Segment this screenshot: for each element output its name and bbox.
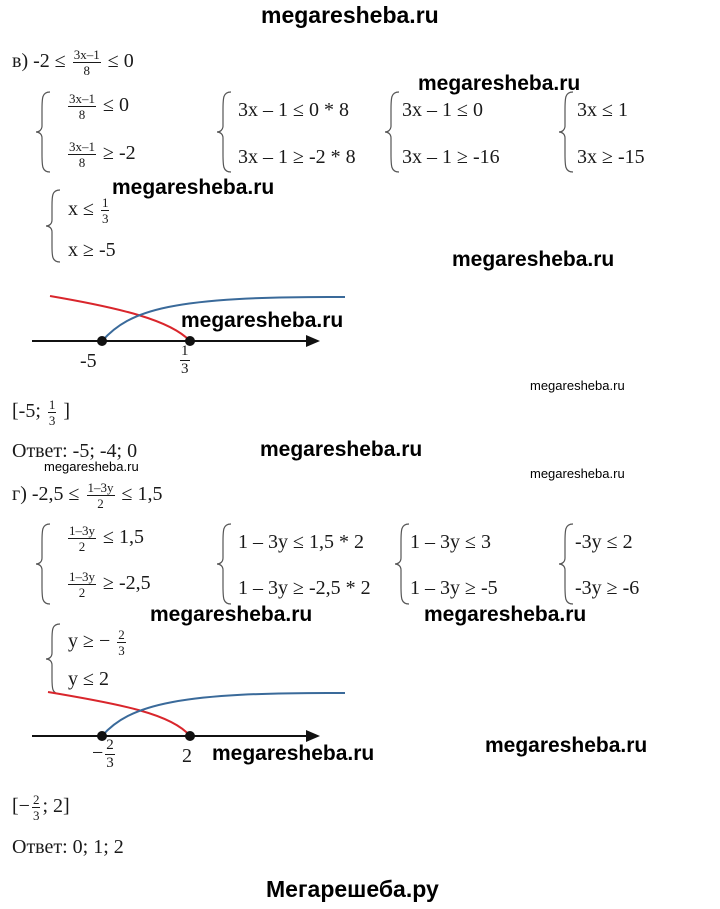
system-brace [34, 90, 54, 174]
system-g3-row1: 1 – 3y ≤ 3 [410, 531, 491, 553]
system-g1-row2 [66, 570, 151, 599]
system-v3-row1: 3x – 1 ≤ 0 [402, 99, 483, 121]
fraction [68, 140, 96, 169]
fraction-numerator: 2 [106, 737, 114, 753]
fraction [48, 398, 57, 427]
fraction [117, 628, 126, 657]
fraction-denominator: 3 [48, 413, 56, 428]
watermark: megaresheba.ru [150, 603, 313, 626]
interval-prefix: [-5; [12, 400, 41, 423]
fraction [180, 344, 190, 377]
fraction-denominator: 2 [97, 496, 104, 511]
fraction-numerator: 1–3y [69, 569, 95, 584]
system-brace [383, 90, 403, 174]
fraction [105, 738, 115, 771]
system-g4-row1: -3y ≤ 2 [575, 531, 633, 553]
fraction [32, 793, 41, 822]
fraction [68, 92, 96, 121]
interval-suffix: ] [63, 400, 71, 423]
fraction-numerator: 1 [48, 397, 56, 412]
watermark-small: megaresheba.ru [44, 459, 139, 474]
watermark: megaresheba.ru [260, 438, 423, 461]
system-g3-row2: 1 – 3y ≥ -5 [410, 577, 498, 599]
fraction-numerator: 3x–1 [69, 139, 95, 154]
problem-g-suffix: ≤ 1,5 [121, 483, 163, 506]
watermark: megaresheba.ru [452, 248, 615, 271]
interval-suffix: ; 2] [42, 795, 70, 818]
system-v3-row2: 3x – 1 ≥ -16 [402, 146, 500, 168]
system-g4-row2: -3y ≥ -6 [575, 577, 640, 599]
fraction-denominator: 8 [78, 107, 86, 122]
fraction-denominator: 3 [118, 643, 125, 658]
site-footer-watermark: Мегарешеба.ру [266, 876, 439, 902]
fraction-numerator: 3x–1 [69, 91, 95, 106]
watermark: megaresheba.ru [485, 734, 648, 757]
axis-label-left [92, 738, 117, 771]
relation: ≤ 1,5 [103, 526, 144, 549]
watermark-small: megaresheba.ru [530, 466, 625, 481]
fraction-denominator: 3 [32, 808, 40, 823]
fraction-denominator: 3 [101, 211, 109, 226]
watermark: megaresheba.ru [181, 309, 344, 332]
problem-v-suffix: ≤ 0 [107, 50, 134, 73]
site-header-watermark: megaresheba.ru [261, 2, 439, 28]
watermark: megaresheba.ru [418, 72, 581, 95]
fraction-denominator: 2 [78, 539, 86, 554]
axis-arrow [306, 730, 320, 742]
fraction-numerator: 1–3y [69, 523, 95, 538]
system-g1-row1 [66, 524, 144, 553]
system-brace [557, 90, 577, 174]
system-brace [44, 188, 64, 264]
relation: ≥ -2 [103, 142, 136, 165]
system-g2-row1: 1 – 3y ≤ 1,5 * 2 [238, 531, 364, 553]
fraction-denominator: 8 [83, 63, 90, 78]
relation: x ≤ [68, 198, 94, 221]
fraction-denominator: 3 [181, 361, 189, 377]
problem-g-prefix: г) -2,5 ≤ [12, 483, 80, 506]
relation: ≤ 0 [103, 94, 129, 117]
fraction [68, 570, 96, 599]
fraction-denominator: 2 [78, 585, 86, 600]
fraction-denominator: 3 [106, 755, 114, 771]
red-curve [50, 296, 190, 341]
fraction [68, 524, 96, 553]
fraction-numerator: 1–3y [87, 480, 114, 495]
system-g5-row2: y ≤ 2 [68, 668, 109, 690]
system-v1-row2 [66, 140, 136, 169]
interval-v [12, 398, 70, 427]
interval-prefix: [− [12, 795, 30, 818]
fraction-numerator: 1 [101, 195, 109, 210]
fraction-numerator: 1 [181, 343, 189, 359]
point-left [97, 336, 107, 346]
axis-label-left: -5 [80, 350, 97, 372]
point-right [185, 731, 195, 741]
relation: y ≥ − [68, 630, 111, 653]
system-brace [215, 90, 235, 174]
system-v4-row1: 3x ≤ 1 [577, 99, 628, 121]
system-v4-row2: 3x ≥ -15 [577, 146, 645, 168]
problem-v-prefix: в) -2 ≤ [12, 50, 66, 73]
minus-sign: − [92, 742, 104, 765]
system-v5-row2: x ≥ -5 [68, 239, 116, 261]
system-v2-row2: 3x – 1 ≥ -2 * 8 [238, 146, 356, 168]
answer-g: Ответ: 0; 1; 2 [12, 836, 124, 858]
problem-v-statement [12, 48, 134, 77]
relation: ≥ -2,5 [103, 572, 151, 595]
axis-arrow [306, 335, 320, 347]
fraction-denominator: 8 [78, 155, 86, 170]
axis-label-right: 2 [182, 745, 192, 767]
red-curve [48, 692, 190, 736]
system-v1-row1 [66, 92, 129, 121]
system-g5-row1 [68, 628, 128, 657]
fraction [101, 196, 110, 225]
axis-label-right [178, 344, 192, 377]
watermark: megaresheba.ru [212, 742, 375, 765]
watermark: megaresheba.ru [112, 176, 275, 199]
system-brace [34, 522, 54, 606]
system-v5-row1 [68, 196, 111, 225]
fraction-numerator: 2 [32, 792, 40, 807]
interval-g [12, 793, 70, 822]
problem-g-fraction [87, 481, 115, 510]
blue-curve [102, 693, 345, 736]
fraction-numerator: 2 [118, 627, 125, 642]
problem-v-fraction [73, 48, 101, 77]
answer-v: Ответ: -5; -4; 0 [12, 440, 138, 462]
watermark-small: megaresheba.ru [530, 378, 625, 393]
problem-g-statement [12, 481, 162, 510]
system-brace [557, 522, 577, 606]
fraction-numerator: 3x–1 [73, 47, 100, 62]
system-brace [215, 522, 235, 606]
system-v2-row1: 3x – 1 ≤ 0 * 8 [238, 99, 349, 121]
system-g2-row2: 1 – 3y ≥ -2,5 * 2 [238, 577, 371, 599]
watermark: megaresheba.ru [424, 603, 587, 626]
